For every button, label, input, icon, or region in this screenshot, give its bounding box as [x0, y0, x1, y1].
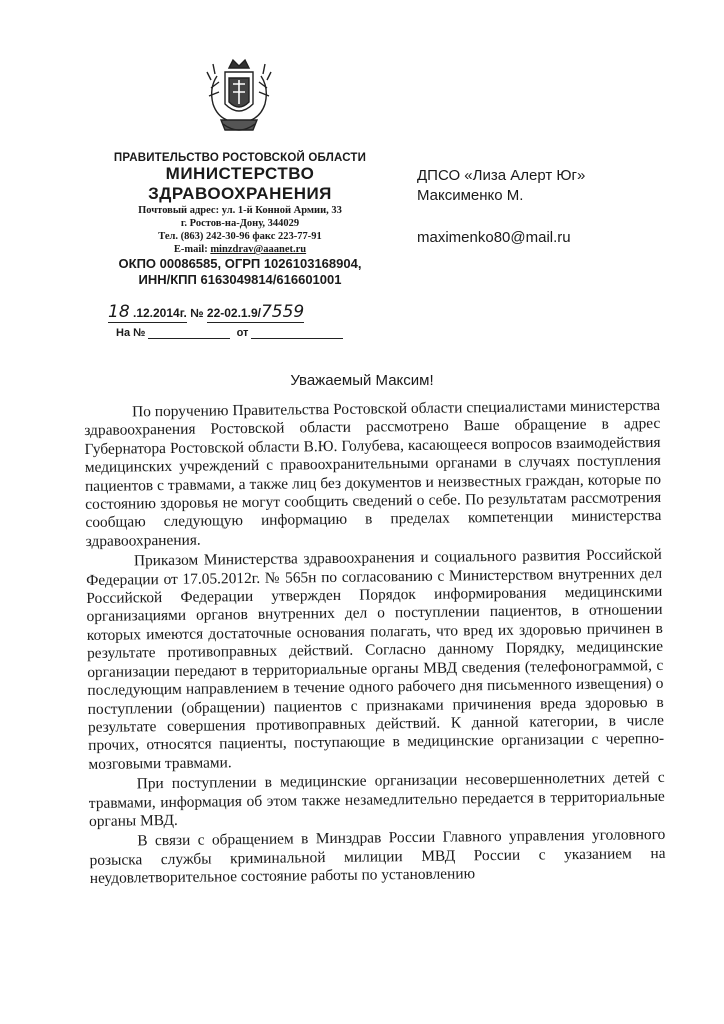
- reference-number-label: На №: [116, 327, 146, 339]
- recipient-name: Максименко М.: [417, 187, 524, 204]
- postal-address: [100, 204, 380, 217]
- ministry-name-line2: ЗДРАВООХРАНЕНИЯ: [148, 184, 332, 203]
- recipient-organization: ДПСО «Лиза Алерт Юг»: [417, 167, 586, 184]
- email-line: [100, 243, 380, 256]
- recipient-email: maximenko80@mail.ru: [417, 229, 571, 246]
- paragraph-4: В связи с обращением в Минздрав России Главного управления уголовного розыска службы криминальной милиции МВД России с указанием на неудовлетворительное состояние работы по установлению: [89, 826, 666, 888]
- paragraph-3: При поступлении в медицинские организации несовершеннолетних детей с травмами, информация об этом также незамедлительно передается в территориальные органы МВД.: [88, 769, 665, 830]
- ministry-letterhead: [100, 152, 380, 288]
- reference-date-blank: [251, 326, 343, 339]
- ministry-email-link[interactable]: minzdrav@aaanet.ru: [210, 244, 307, 255]
- email-label: E-mail:: [173, 244, 208, 255]
- phone-fax: Тел. (863) 242-30-96 факс 223-77-91: [158, 231, 322, 242]
- paragraph-1: По поручению Правительства Ростовской области специалистами министерства здравоохранения Ростовской области рассмотрено Ваше обращение в адрес Губернатора Ростовской области В.Ю. Голубева, касающееся вопросов взаимодействия медицинских учреждений с правоохранительными органами в случаях поступления пациентов с травмами, а также лиц без документов и неизвестных граждан, которые по состоянию здоровья не могут сообщить сведений о себе. По результатам рассмотрения сообщаю следующую информацию в пределах компетенции министерства здравоохранения.: [84, 396, 662, 550]
- recipient-block: [417, 166, 677, 248]
- paragraph-2: Приказом Министерства здравоохранения и социального развития Российской Федерации от 17.05.2012г. № 565н по согласованию с Министерством внутренних дел Российской Федерации утвержден Порядок информирования медицинскими организациями органов внутренних дел о поступлении пациентов, в отношении которых имеются достаточные основания полагать, что вред их здоровью причинен в результате противоправных действий. Согласно данному Порядку, медицинские организации передают в территориальные органы МВД сведения (телефонограммой, с последующим направлением в течение одного рабочего дня письменного извещения) о поступлении (обращении) пациентов с признаками причинения вреда здоровью в результате совершения противоправных действий. К данной категории, в числе прочих, относятся пациенты, поступающие в медицинские организации с черепно-мозговыми травмами.: [86, 546, 665, 773]
- reference-line: [116, 326, 356, 339]
- registration-date-rest: .12.2014г.: [132, 306, 187, 320]
- greeting: Уважаемый Максим!: [290, 372, 434, 389]
- registration-number-printed: 22-02.1.9/: [206, 306, 261, 320]
- okpo-ogrp: ОКПО 00086585, ОГРП 1026103168904,: [118, 256, 362, 271]
- address-label: Почтовый адрес:: [138, 205, 220, 216]
- reference-number-blank: [148, 326, 230, 339]
- ministry-name-line1: МИНИСТЕРСТВО: [165, 164, 315, 183]
- registration-number-label: №: [190, 306, 204, 320]
- address-city: г. Ростов-на-Дону, 344029: [180, 218, 300, 229]
- reference-date-label: от: [236, 327, 249, 339]
- coat-of-arms-icon: [203, 58, 275, 138]
- inn-kpp: ИНН/КПП 6163049814/616601001: [138, 272, 342, 287]
- registration-date: [108, 302, 187, 323]
- registration-day-handwritten: 18: [108, 302, 130, 322]
- registration-number-handwritten: 7559: [260, 302, 305, 322]
- registration-number: [207, 302, 304, 323]
- address-street: ул. 1-й Конной Армии, 33: [221, 205, 342, 216]
- letter-body: [84, 397, 666, 891]
- government-name: ПРАВИТЕЛЬСТВО РОСТОВСКОЙ ОБЛАСТИ: [113, 152, 367, 164]
- registration-line: [108, 302, 368, 323]
